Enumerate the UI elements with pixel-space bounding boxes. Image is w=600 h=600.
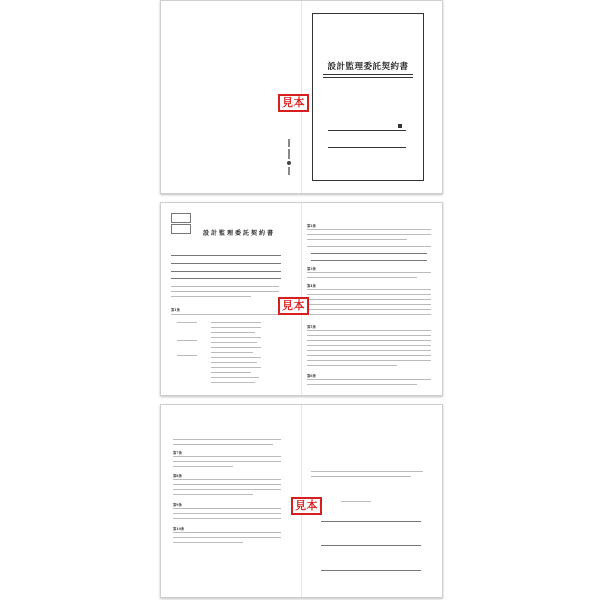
contract-page-1 (160, 202, 443, 396)
article-heading: 第10条 (173, 527, 185, 531)
article-heading: 第4条 (307, 284, 316, 288)
sample-stamp: 見本 (278, 94, 309, 112)
title-rule (323, 74, 413, 78)
sample-stamp: 見本 (278, 297, 309, 315)
contract-heading: 設計監理委託契約書 (203, 230, 276, 237)
article-heading: 第9条 (173, 503, 182, 507)
cover-line (328, 147, 406, 148)
cover-line (328, 130, 406, 131)
cover-mark (398, 124, 402, 128)
article-heading: 第2条 (307, 224, 316, 228)
article-heading: 第6条 (307, 374, 316, 378)
article-heading: 第5条 (307, 325, 316, 329)
cover-page (160, 0, 443, 194)
stamp-box (171, 224, 191, 234)
cover-title: 設計監理委託契約書 (327, 62, 409, 72)
stamp-box (171, 213, 191, 223)
article-heading: 第8条 (173, 474, 182, 478)
article-heading: 第3条 (307, 267, 316, 271)
cover-frame (312, 13, 424, 181)
article-heading: 第7条 (173, 451, 182, 455)
article-heading: 第1条 (171, 308, 180, 312)
sample-stamp: 見本 (291, 497, 322, 515)
contract-page-2 (160, 404, 443, 598)
spine-mark (287, 139, 291, 177)
